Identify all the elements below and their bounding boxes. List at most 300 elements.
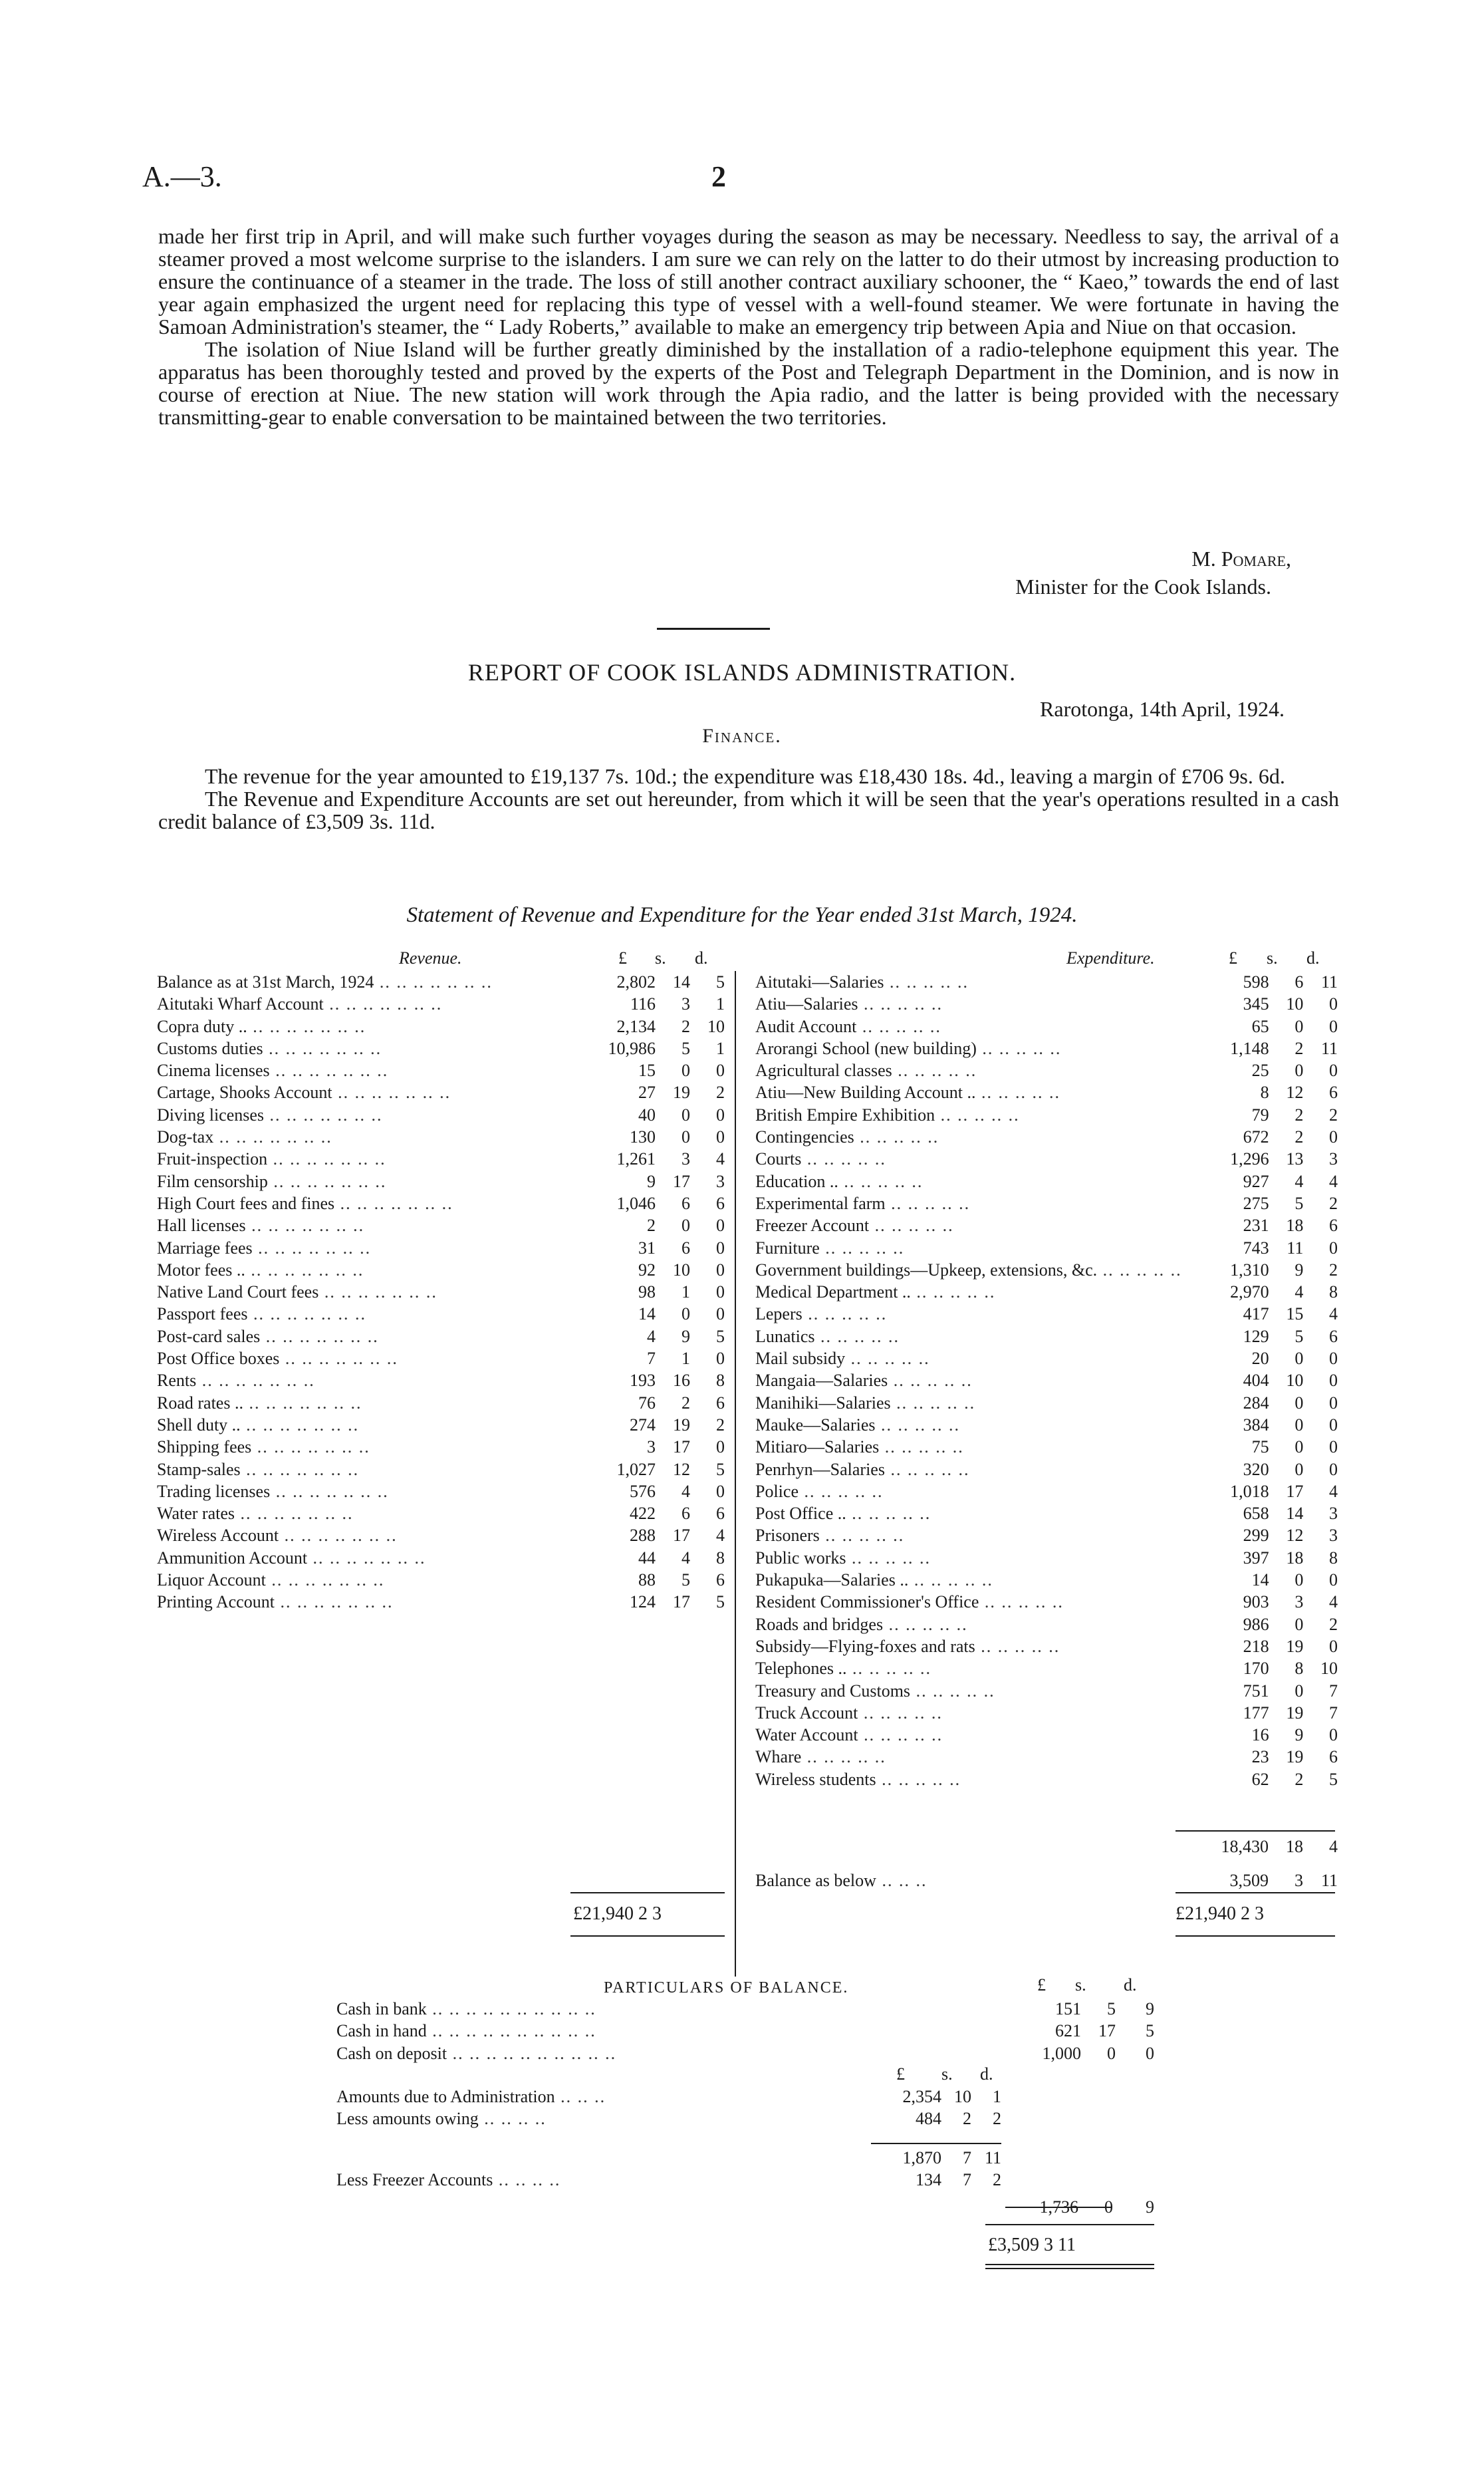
expenditure-shillings: 0 bbox=[1295, 1570, 1304, 1590]
revenue-label: Printing Account bbox=[157, 1592, 275, 1612]
expenditure-row: Mauke—Salaries .. .. .. .. .. 384 0 0 bbox=[755, 1414, 1338, 1436]
expenditure-pence: 0 bbox=[1329, 1127, 1338, 1147]
revenue-pence: 5 bbox=[716, 972, 725, 992]
expenditure-row: Arorangi School (new building) .. .. .. .. .. 1,148 2 11 bbox=[755, 1037, 1338, 1059]
expenditure-pence: 0 bbox=[1329, 1238, 1338, 1258]
revenue-label: Rents bbox=[157, 1371, 197, 1391]
expenditure-row: Furniture .. .. .. .. .. 743 11 0 bbox=[755, 1237, 1338, 1259]
expenditure-shillings: 5 bbox=[1295, 1193, 1304, 1213]
revenue-row: Wireless Account .. .. .. .. .. .. .. 288 17 4 bbox=[157, 1524, 725, 1546]
revenue-label: Post Office boxes bbox=[157, 1349, 280, 1369]
revenue-pence: 0 bbox=[716, 1061, 725, 1081]
revenue-pence: 6 bbox=[716, 1504, 725, 1524]
signature-name: M. Pomare, bbox=[1191, 547, 1291, 571]
revenue-row: Liquor Account .. .. .. .. .. .. .. 88 5 6 bbox=[157, 1569, 725, 1591]
revenue-pence: 6 bbox=[716, 1570, 725, 1590]
expenditure-shillings: 10 bbox=[1286, 994, 1304, 1014]
expenditure-pence: 0 bbox=[1329, 1393, 1338, 1413]
revenue-total: £21,940 2 3 bbox=[573, 1903, 662, 1924]
revenue-shillings: 17 bbox=[673, 1437, 690, 1457]
expenditure-shillings: 2 bbox=[1295, 1127, 1304, 1147]
expenditure-pounds: 25 bbox=[1251, 1061, 1269, 1081]
balance-unit-pounds: £ bbox=[1037, 1975, 1046, 1995]
revenue-pounds: 116 bbox=[630, 994, 656, 1014]
revenue-label: Cartage, Shooks Account bbox=[157, 1083, 332, 1103]
amounts-due-pence: 1 bbox=[993, 2087, 1001, 2106]
revenue-total-rule-top bbox=[570, 1892, 725, 1893]
expenditure-label: Atiu—New Building Account .. bbox=[755, 1083, 976, 1103]
revenue-unit-pounds: £ bbox=[618, 948, 627, 968]
expenditure-label: Mauke—Salaries bbox=[755, 1415, 876, 1435]
expenditure-pounds: 345 bbox=[1243, 994, 1269, 1014]
revenue-pounds: 576 bbox=[630, 1481, 656, 1501]
revenue-pounds: 124 bbox=[630, 1592, 656, 1612]
cash-label: Cash on deposit bbox=[336, 2043, 447, 2063]
expenditure-shillings: 17 bbox=[1286, 1481, 1304, 1501]
expenditure-label: Contingencies bbox=[755, 1127, 854, 1147]
revenue-shillings: 2 bbox=[681, 1016, 690, 1036]
revenue-pence: 0 bbox=[716, 1238, 725, 1258]
expenditure-label: Treasury and Customs bbox=[755, 1681, 911, 1701]
revenue-pounds: 274 bbox=[630, 1415, 656, 1435]
document-reference: A.—3. bbox=[142, 160, 222, 193]
expenditure-pence: 2 bbox=[1329, 1105, 1338, 1125]
revenue-pounds: 1,046 bbox=[616, 1193, 656, 1213]
revenue-label: Stamp-sales bbox=[157, 1459, 241, 1479]
expenditure-summary bbox=[755, 1836, 1338, 1892]
expenditure-pence: 6 bbox=[1329, 1747, 1338, 1767]
revenue-shillings: 1 bbox=[681, 1349, 690, 1369]
expenditure-row: Mangaia—Salaries .. .. .. .. .. 404 10 0 bbox=[755, 1369, 1338, 1391]
revenue-row: Aitutaki Wharf Account .. .. .. .. .. .. .. 116 3 1 bbox=[157, 993, 725, 1015]
column-divider bbox=[735, 971, 736, 1977]
revenue-row: Cinema licenses .. .. .. .. .. .. .. 15 0 0 bbox=[157, 1059, 725, 1081]
expenditure-shillings: 2 bbox=[1295, 1038, 1304, 1058]
revenue-label: Wireless Account bbox=[157, 1526, 279, 1546]
expenditure-row: Manihiki—Salaries .. .. .. .. .. 284 0 0 bbox=[755, 1392, 1338, 1414]
signature-title: Minister for the Cook Islands. bbox=[1015, 575, 1271, 599]
expenditure-label: Mangaia—Salaries bbox=[755, 1371, 888, 1391]
expenditure-shillings: 11 bbox=[1287, 1238, 1304, 1258]
revenue-label: Film censorship bbox=[157, 1171, 268, 1191]
expenditure-pence: 0 bbox=[1329, 994, 1338, 1014]
subtotal-pence: 4 bbox=[1329, 1837, 1338, 1856]
less-owing-row: Less amounts owing .. .. .. .. 484 2 2 bbox=[336, 2108, 1001, 2130]
revenue-pounds: 98 bbox=[638, 1282, 656, 1302]
expenditure-pence: 8 bbox=[1329, 1548, 1338, 1568]
expenditure-row: Atiu—New Building Account .. .. .. .. .. .. 8 12 6 bbox=[755, 1081, 1338, 1103]
revenue-shillings: 3 bbox=[681, 1149, 690, 1169]
balance-below-pounds: 3,509 bbox=[1229, 1871, 1269, 1891]
revenue-pence: 2 bbox=[716, 1083, 725, 1103]
intro-section bbox=[158, 225, 1339, 428]
expenditure-row: Water Account .. .. .. .. .. 16 9 0 bbox=[755, 1724, 1338, 1746]
expenditure-row: Government buildings—Upkeep, extensions, &c. .. .. .. .. .. 1,310 9 2 bbox=[755, 1259, 1338, 1281]
expenditure-pounds: 218 bbox=[1243, 1636, 1269, 1656]
revenue-pounds: 288 bbox=[630, 1526, 656, 1546]
expenditure-pence: 3 bbox=[1329, 1526, 1338, 1546]
revenue-label: High Court fees and fines bbox=[157, 1193, 335, 1213]
expenditure-pounds: 658 bbox=[1243, 1504, 1269, 1524]
expenditure-pounds: 927 bbox=[1243, 1171, 1269, 1191]
revenue-pence: 2 bbox=[716, 1415, 725, 1435]
revenue-pence: 0 bbox=[716, 1437, 725, 1457]
less-owing-label: Less amounts owing bbox=[336, 2109, 479, 2129]
revenue-pounds: 44 bbox=[638, 1548, 656, 1568]
due-unit-pence: d. bbox=[980, 2064, 993, 2084]
expenditure-unit-pounds: £ bbox=[1229, 948, 1237, 968]
cash-shillings: 17 bbox=[1098, 2021, 1116, 2041]
revenue-pounds: 9 bbox=[647, 1171, 656, 1191]
expenditure-pounds: 751 bbox=[1243, 1681, 1269, 1701]
expenditure-shillings: 19 bbox=[1286, 1636, 1304, 1656]
less-freezer-label: Less Freezer Accounts bbox=[336, 2170, 493, 2190]
revenue-pounds: 193 bbox=[630, 1371, 656, 1391]
expenditure-pounds: 20 bbox=[1251, 1349, 1269, 1369]
expenditure-label: Public works bbox=[755, 1548, 846, 1568]
expenditure-label: Wireless students bbox=[755, 1769, 876, 1789]
expenditure-row: Aitutaki—Salaries .. .. .. .. .. 598 6 11 bbox=[755, 971, 1338, 993]
revenue-label: Cinema licenses bbox=[157, 1061, 270, 1081]
revenue-pence: 0 bbox=[716, 1105, 725, 1125]
revenue-shillings: 12 bbox=[673, 1459, 690, 1479]
expenditure-row: Treasury and Customs .. .. .. .. .. 751 0 7 bbox=[755, 1680, 1338, 1702]
revenue-pence: 5 bbox=[716, 1459, 725, 1479]
expenditure-shillings: 0 bbox=[1295, 1415, 1304, 1435]
intro-paragraph-2: The isolation of Niue Island will be further greatly diminished by the installation of a radio-telephone equipment this year. The apparatus has been thoroughly tested and proved by the experts of the Post and Telegraph Department in the Dominion, and is now in course of erection at Niue. The new station will work through the Apia radio, and the latter is being provided with the necessary transmitting-gear to enable conversation to be maintained between the two territories. bbox=[158, 337, 1339, 429]
revenue-pence: 0 bbox=[716, 1282, 725, 1302]
due-unit-shillings: s. bbox=[941, 2064, 953, 2084]
revenue-shillings: 19 bbox=[673, 1083, 690, 1103]
expenditure-shillings: 0 bbox=[1295, 1393, 1304, 1413]
less-freezer-pounds: 134 bbox=[916, 2170, 941, 2190]
revenue-shillings: 0 bbox=[681, 1304, 690, 1324]
revenue-pence: 3 bbox=[716, 1171, 725, 1191]
revenue-shillings: 10 bbox=[673, 1260, 690, 1280]
revenue-pounds: 3 bbox=[647, 1437, 656, 1457]
amounts-due-row: Amounts due to Administration .. .. .. 2,354 10 1 bbox=[336, 2086, 1001, 2108]
expenditure-pounds: 129 bbox=[1243, 1326, 1269, 1346]
expenditure-pounds: 903 bbox=[1243, 1592, 1269, 1612]
expenditure-shillings: 4 bbox=[1295, 1171, 1304, 1191]
expenditure-label: Freezer Account bbox=[755, 1216, 870, 1236]
revenue-pounds: 2,134 bbox=[616, 1016, 656, 1036]
subtotal-rule bbox=[1175, 1830, 1335, 1832]
finance-section bbox=[158, 765, 1339, 833]
balance-below-row: Balance as below .. .. .. 3,509 3 11 bbox=[755, 1858, 1338, 1891]
expenditure-row: Contingencies .. .. .. .. .. 672 2 0 bbox=[755, 1126, 1338, 1148]
less-owing-pounds: 484 bbox=[916, 2109, 941, 2129]
cash-pence: 0 bbox=[1146, 2043, 1154, 2063]
due-subtotal-shillings: 7 bbox=[963, 2148, 971, 2167]
expenditure-subtotal-row bbox=[755, 1836, 1338, 1858]
expenditure-pounds: 598 bbox=[1243, 972, 1269, 992]
expenditure-pounds: 65 bbox=[1251, 1016, 1269, 1036]
expenditure-pounds: 62 bbox=[1251, 1769, 1269, 1789]
cash-label: Cash in hand bbox=[336, 2021, 427, 2041]
revenue-shillings: 6 bbox=[681, 1193, 690, 1213]
report-title: REPORT OF COOK ISLANDS ADMINISTRATION. bbox=[467, 659, 1017, 686]
expenditure-pence: 0 bbox=[1329, 1437, 1338, 1457]
revenue-shillings: 6 bbox=[681, 1238, 690, 1258]
expenditure-shillings: 8 bbox=[1295, 1659, 1304, 1679]
revenue-pence: 8 bbox=[716, 1371, 725, 1391]
revenue-pence: 1 bbox=[716, 1038, 725, 1058]
expenditure-row: Mail subsidy .. .. .. .. .. 20 0 0 bbox=[755, 1347, 1338, 1369]
revenue-pence: 6 bbox=[716, 1193, 725, 1213]
net-shillings: 0 bbox=[1104, 2197, 1113, 2217]
expenditure-label: Lepers bbox=[755, 1304, 803, 1324]
expenditure-shillings: 0 bbox=[1295, 1437, 1304, 1457]
expenditure-label: Mitiaro—Salaries bbox=[755, 1437, 880, 1457]
expenditure-row: Wireless students .. .. .. .. .. 62 2 5 bbox=[755, 1768, 1338, 1790]
revenue-row: Copra duty .. .. .. .. .. .. .. .. 2,134 2 10 bbox=[157, 1016, 725, 1037]
revenue-shillings: 2 bbox=[681, 1393, 690, 1413]
expenditure-pence: 3 bbox=[1329, 1149, 1338, 1169]
expenditure-label: Subsidy—Flying-foxes and rats bbox=[755, 1636, 975, 1656]
revenue-pounds: 422 bbox=[630, 1504, 656, 1524]
expenditure-shillings: 10 bbox=[1286, 1371, 1304, 1391]
expenditure-pounds: 75 bbox=[1251, 1437, 1269, 1457]
amounts-due-pounds: 2,354 bbox=[902, 2087, 941, 2106]
balance-total: £3,509 3 11 bbox=[988, 2235, 1076, 2255]
revenue-row: Diving licenses .. .. .. .. .. .. .. 40 0 0 bbox=[157, 1104, 725, 1126]
expenditure-pounds: 1,296 bbox=[1230, 1149, 1269, 1169]
expenditure-heading: Expenditure. bbox=[1066, 948, 1155, 968]
cash-row: Cash in hand .. .. .. .. .. .. .. .. .. .. 621 17 5 bbox=[336, 2020, 1154, 2042]
expenditure-label: Audit Account bbox=[755, 1016, 857, 1036]
revenue-pounds: 130 bbox=[630, 1127, 656, 1147]
report-dateline: Rarotonga, 14th April, 1924. bbox=[1040, 697, 1285, 721]
expenditure-shillings: 0 bbox=[1295, 1614, 1304, 1634]
revenue-shillings: 4 bbox=[681, 1481, 690, 1501]
revenue-pence: 0 bbox=[716, 1216, 725, 1236]
revenue-unit-pence: d. bbox=[695, 948, 708, 968]
revenue-shillings: 5 bbox=[681, 1038, 690, 1058]
expenditure-pence: 11 bbox=[1320, 972, 1338, 992]
expenditure-pence: 8 bbox=[1329, 1282, 1338, 1302]
expenditure-shillings: 3 bbox=[1295, 1592, 1304, 1612]
revenue-row: Post Office boxes .. .. .. .. .. .. .. 7 1 0 bbox=[157, 1347, 725, 1369]
expenditure-label: Arorangi School (new building) bbox=[755, 1038, 977, 1058]
expenditure-total-rule-bottom bbox=[1175, 1935, 1335, 1937]
expenditure-shillings: 6 bbox=[1295, 972, 1304, 992]
expenditure-label: Resident Commissioner's Office bbox=[755, 1592, 979, 1612]
revenue-shillings: 4 bbox=[681, 1548, 690, 1568]
expenditure-pence: 0 bbox=[1329, 1415, 1338, 1435]
expenditure-pence: 6 bbox=[1329, 1326, 1338, 1346]
balance-unit-pence: d. bbox=[1124, 1975, 1137, 1995]
revenue-shillings: 0 bbox=[681, 1127, 690, 1147]
expenditure-row: Resident Commissioner's Office .. .. .. .. .. 903 3 4 bbox=[755, 1591, 1338, 1613]
revenue-shillings: 9 bbox=[681, 1326, 690, 1346]
cash-row: Cash on deposit .. .. .. .. .. .. .. .. .. .. 1,000 0 0 bbox=[336, 2042, 1154, 2064]
expenditure-pounds: 284 bbox=[1243, 1393, 1269, 1413]
expenditure-row: Agricultural classes .. .. .. .. .. 25 0 0 bbox=[755, 1059, 1338, 1081]
revenue-label: Ammunition Account bbox=[157, 1548, 308, 1568]
cash-table bbox=[336, 1998, 1154, 2064]
expenditure-row: Prisoners .. .. .. .. .. 299 12 3 bbox=[755, 1524, 1338, 1546]
expenditure-pence: 3 bbox=[1329, 1504, 1338, 1524]
expenditure-row: Police .. .. .. .. .. 1,018 17 4 bbox=[755, 1480, 1338, 1502]
revenue-row: Native Land Court fees .. .. .. .. .. .. .. 98 1 0 bbox=[157, 1281, 725, 1303]
expenditure-pounds: 299 bbox=[1243, 1526, 1269, 1546]
expenditure-label: Pukapuka—Salaries .. bbox=[755, 1570, 909, 1590]
expenditure-pounds: 404 bbox=[1243, 1371, 1269, 1391]
expenditure-label: Whare bbox=[755, 1747, 802, 1767]
revenue-label: Diving licenses bbox=[157, 1105, 265, 1125]
expenditure-shillings: 12 bbox=[1286, 1526, 1304, 1546]
balance-below-shillings: 3 bbox=[1295, 1871, 1303, 1891]
revenue-label: Hall licenses bbox=[157, 1216, 246, 1236]
revenue-pence: 0 bbox=[716, 1260, 725, 1280]
less-owing-pence: 2 bbox=[993, 2109, 1001, 2129]
revenue-row: Ammunition Account .. .. .. .. .. .. .. 44 4 8 bbox=[157, 1547, 725, 1569]
cash-pounds: 1,000 bbox=[1042, 2043, 1081, 2063]
balance-below-pence: 11 bbox=[1320, 1871, 1338, 1891]
expenditure-shillings: 2 bbox=[1295, 1105, 1304, 1125]
expenditure-label: Atiu—Salaries bbox=[755, 994, 858, 1014]
cash-pounds: 621 bbox=[1055, 2021, 1081, 2041]
revenue-pounds: 92 bbox=[638, 1260, 656, 1280]
revenue-pounds: 2,802 bbox=[616, 972, 656, 992]
cash-shillings: 5 bbox=[1107, 1999, 1116, 2018]
revenue-label: Liquor Account bbox=[157, 1570, 266, 1590]
due-subtotal-rule bbox=[871, 2143, 1001, 2144]
expenditure-label: Police bbox=[755, 1481, 799, 1501]
cash-label: Cash in bank bbox=[336, 1999, 427, 2018]
expenditure-label: Courts bbox=[755, 1149, 802, 1169]
cash-pence: 5 bbox=[1146, 2021, 1154, 2041]
revenue-row: Road rates .. .. .. .. .. .. .. .. 76 2 6 bbox=[157, 1392, 725, 1414]
revenue-pounds: 10,986 bbox=[608, 1038, 656, 1058]
expenditure-row: Roads and bridges .. .. .. .. .. 986 0 2 bbox=[755, 1613, 1338, 1635]
due-subtotal-row bbox=[336, 2147, 1001, 2169]
balance-unit-shillings: s. bbox=[1075, 1975, 1086, 1995]
expenditure-pounds: 986 bbox=[1243, 1614, 1269, 1634]
expenditure-pounds: 170 bbox=[1243, 1659, 1269, 1679]
expenditure-pounds: 672 bbox=[1243, 1127, 1269, 1147]
expenditure-row: Subsidy—Flying-foxes and rats .. .. .. .. .. 218 19 0 bbox=[755, 1635, 1338, 1657]
revenue-pounds: 7 bbox=[647, 1349, 656, 1369]
revenue-pence: 10 bbox=[707, 1016, 725, 1036]
expenditure-shillings: 15 bbox=[1286, 1304, 1304, 1324]
expenditure-label: Prisoners bbox=[755, 1526, 820, 1546]
expenditure-pounds: 2,970 bbox=[1230, 1282, 1269, 1302]
expenditure-pence: 0 bbox=[1329, 1459, 1338, 1479]
expenditure-pence: 7 bbox=[1329, 1703, 1338, 1723]
due-subtotal-pounds: 1,870 bbox=[902, 2148, 941, 2167]
expenditure-shillings: 5 bbox=[1295, 1326, 1304, 1346]
revenue-shillings: 3 bbox=[681, 994, 690, 1014]
revenue-unit-shillings: s. bbox=[655, 948, 666, 968]
expenditure-row: Lunatics .. .. .. .. .. 129 5 6 bbox=[755, 1325, 1338, 1347]
revenue-pence: 4 bbox=[716, 1149, 725, 1169]
revenue-row: Water rates .. .. .. .. .. .. .. 422 6 6 bbox=[157, 1502, 725, 1524]
revenue-pounds: 27 bbox=[638, 1083, 656, 1103]
revenue-pounds: 1,027 bbox=[616, 1459, 656, 1479]
revenue-label: Shipping fees bbox=[157, 1437, 252, 1457]
revenue-shillings: 14 bbox=[673, 972, 690, 992]
balance-heading: PARTICULARS OF BALANCE. bbox=[604, 1979, 849, 1997]
expenditure-pence: 0 bbox=[1329, 1016, 1338, 1036]
expenditure-pence: 0 bbox=[1329, 1349, 1338, 1369]
expenditure-shillings: 0 bbox=[1295, 1061, 1304, 1081]
expenditure-pence: 7 bbox=[1329, 1681, 1338, 1701]
revenue-label: Native Land Court fees bbox=[157, 1282, 319, 1302]
revenue-row: Motor fees .. .. .. .. .. .. .. .. 92 10 0 bbox=[157, 1259, 725, 1281]
expenditure-pounds: 320 bbox=[1243, 1459, 1269, 1479]
revenue-pence: 0 bbox=[716, 1304, 725, 1324]
amounts-due-shillings: 10 bbox=[954, 2087, 971, 2106]
expenditure-shillings: 19 bbox=[1286, 1703, 1304, 1723]
revenue-pence: 0 bbox=[716, 1481, 725, 1501]
expenditure-total: £21,940 2 3 bbox=[1175, 1903, 1264, 1924]
amounts-due-label: Amounts due to Administration bbox=[336, 2087, 555, 2106]
revenue-row: Stamp-sales .. .. .. .. .. .. .. 1,027 12 5 bbox=[157, 1458, 725, 1480]
revenue-pence: 6 bbox=[716, 1393, 725, 1413]
revenue-shillings: 0 bbox=[681, 1061, 690, 1081]
less-freezer-shillings: 7 bbox=[963, 2170, 971, 2190]
revenue-table bbox=[157, 971, 725, 1613]
subtotal-shillings: 18 bbox=[1286, 1837, 1303, 1856]
expenditure-pounds: 417 bbox=[1243, 1304, 1269, 1324]
revenue-total-rule-bottom bbox=[570, 1935, 725, 1937]
expenditure-row: Public works .. .. .. .. .. 397 18 8 bbox=[755, 1547, 1338, 1569]
revenue-pence: 0 bbox=[716, 1349, 725, 1369]
expenditure-pounds: 275 bbox=[1243, 1193, 1269, 1213]
expenditure-pence: 0 bbox=[1329, 1371, 1338, 1391]
less-owing-shillings: 2 bbox=[963, 2109, 971, 2129]
expenditure-pence: 4 bbox=[1329, 1481, 1338, 1501]
expenditure-unit-shillings: s. bbox=[1267, 948, 1278, 968]
expenditure-row: Telephones .. .. .. .. .. .. 170 8 10 bbox=[755, 1657, 1338, 1679]
revenue-row: Customs duties .. .. .. .. .. .. .. 10,986 5 1 bbox=[157, 1037, 725, 1059]
statement-title: Statement of Revenue and Expenditure for the Year ended 31st March, 1924. bbox=[406, 903, 1078, 927]
revenue-row: Printing Account .. .. .. .. .. .. .. 124 17 5 bbox=[157, 1591, 725, 1613]
revenue-row: Marriage fees .. .. .. .. .. .. .. 31 6 0 bbox=[157, 1237, 725, 1259]
expenditure-shillings: 0 bbox=[1295, 1459, 1304, 1479]
revenue-row: Cartage, Shooks Account .. .. .. .. .. .. .. 27 19 2 bbox=[157, 1081, 725, 1103]
expenditure-shillings: 19 bbox=[1286, 1747, 1304, 1767]
expenditure-row: Atiu—Salaries .. .. .. .. .. 345 10 0 bbox=[755, 993, 1338, 1015]
expenditure-pence: 10 bbox=[1320, 1659, 1338, 1679]
revenue-label: Road rates .. bbox=[157, 1393, 243, 1413]
revenue-pounds: 4 bbox=[647, 1326, 656, 1346]
expenditure-pounds: 397 bbox=[1243, 1548, 1269, 1568]
revenue-pounds: 15 bbox=[638, 1061, 656, 1081]
expenditure-row: Experimental farm .. .. .. .. .. 275 5 2 bbox=[755, 1192, 1338, 1214]
revenue-shillings: 0 bbox=[681, 1216, 690, 1236]
subtotal-pounds: 18,430 bbox=[1221, 1837, 1269, 1856]
balance-total-rule-bottom-1 bbox=[985, 2264, 1154, 2265]
expenditure-label: British Empire Exhibition bbox=[755, 1105, 935, 1125]
section-divider bbox=[657, 628, 770, 630]
revenue-shillings: 17 bbox=[673, 1171, 690, 1191]
revenue-row: Balance as at 31st March, 1924 .. .. .. .. .. .. .. 2,802 14 5 bbox=[157, 971, 725, 993]
expenditure-label: Roads and bridges bbox=[755, 1614, 884, 1634]
expenditure-pounds: 79 bbox=[1251, 1105, 1269, 1125]
less-freezer-pence: 2 bbox=[993, 2170, 1001, 2190]
expenditure-shillings: 0 bbox=[1295, 1681, 1304, 1701]
revenue-label: Water rates bbox=[157, 1504, 235, 1524]
expenditure-label: Medical Department .. bbox=[755, 1282, 911, 1302]
expenditure-label: Post Office .. bbox=[755, 1504, 846, 1524]
revenue-label: Dog-tax bbox=[157, 1127, 214, 1147]
due-unit-pounds: £ bbox=[896, 2064, 905, 2084]
expenditure-shillings: 18 bbox=[1286, 1216, 1304, 1236]
expenditure-pence: 0 bbox=[1329, 1570, 1338, 1590]
